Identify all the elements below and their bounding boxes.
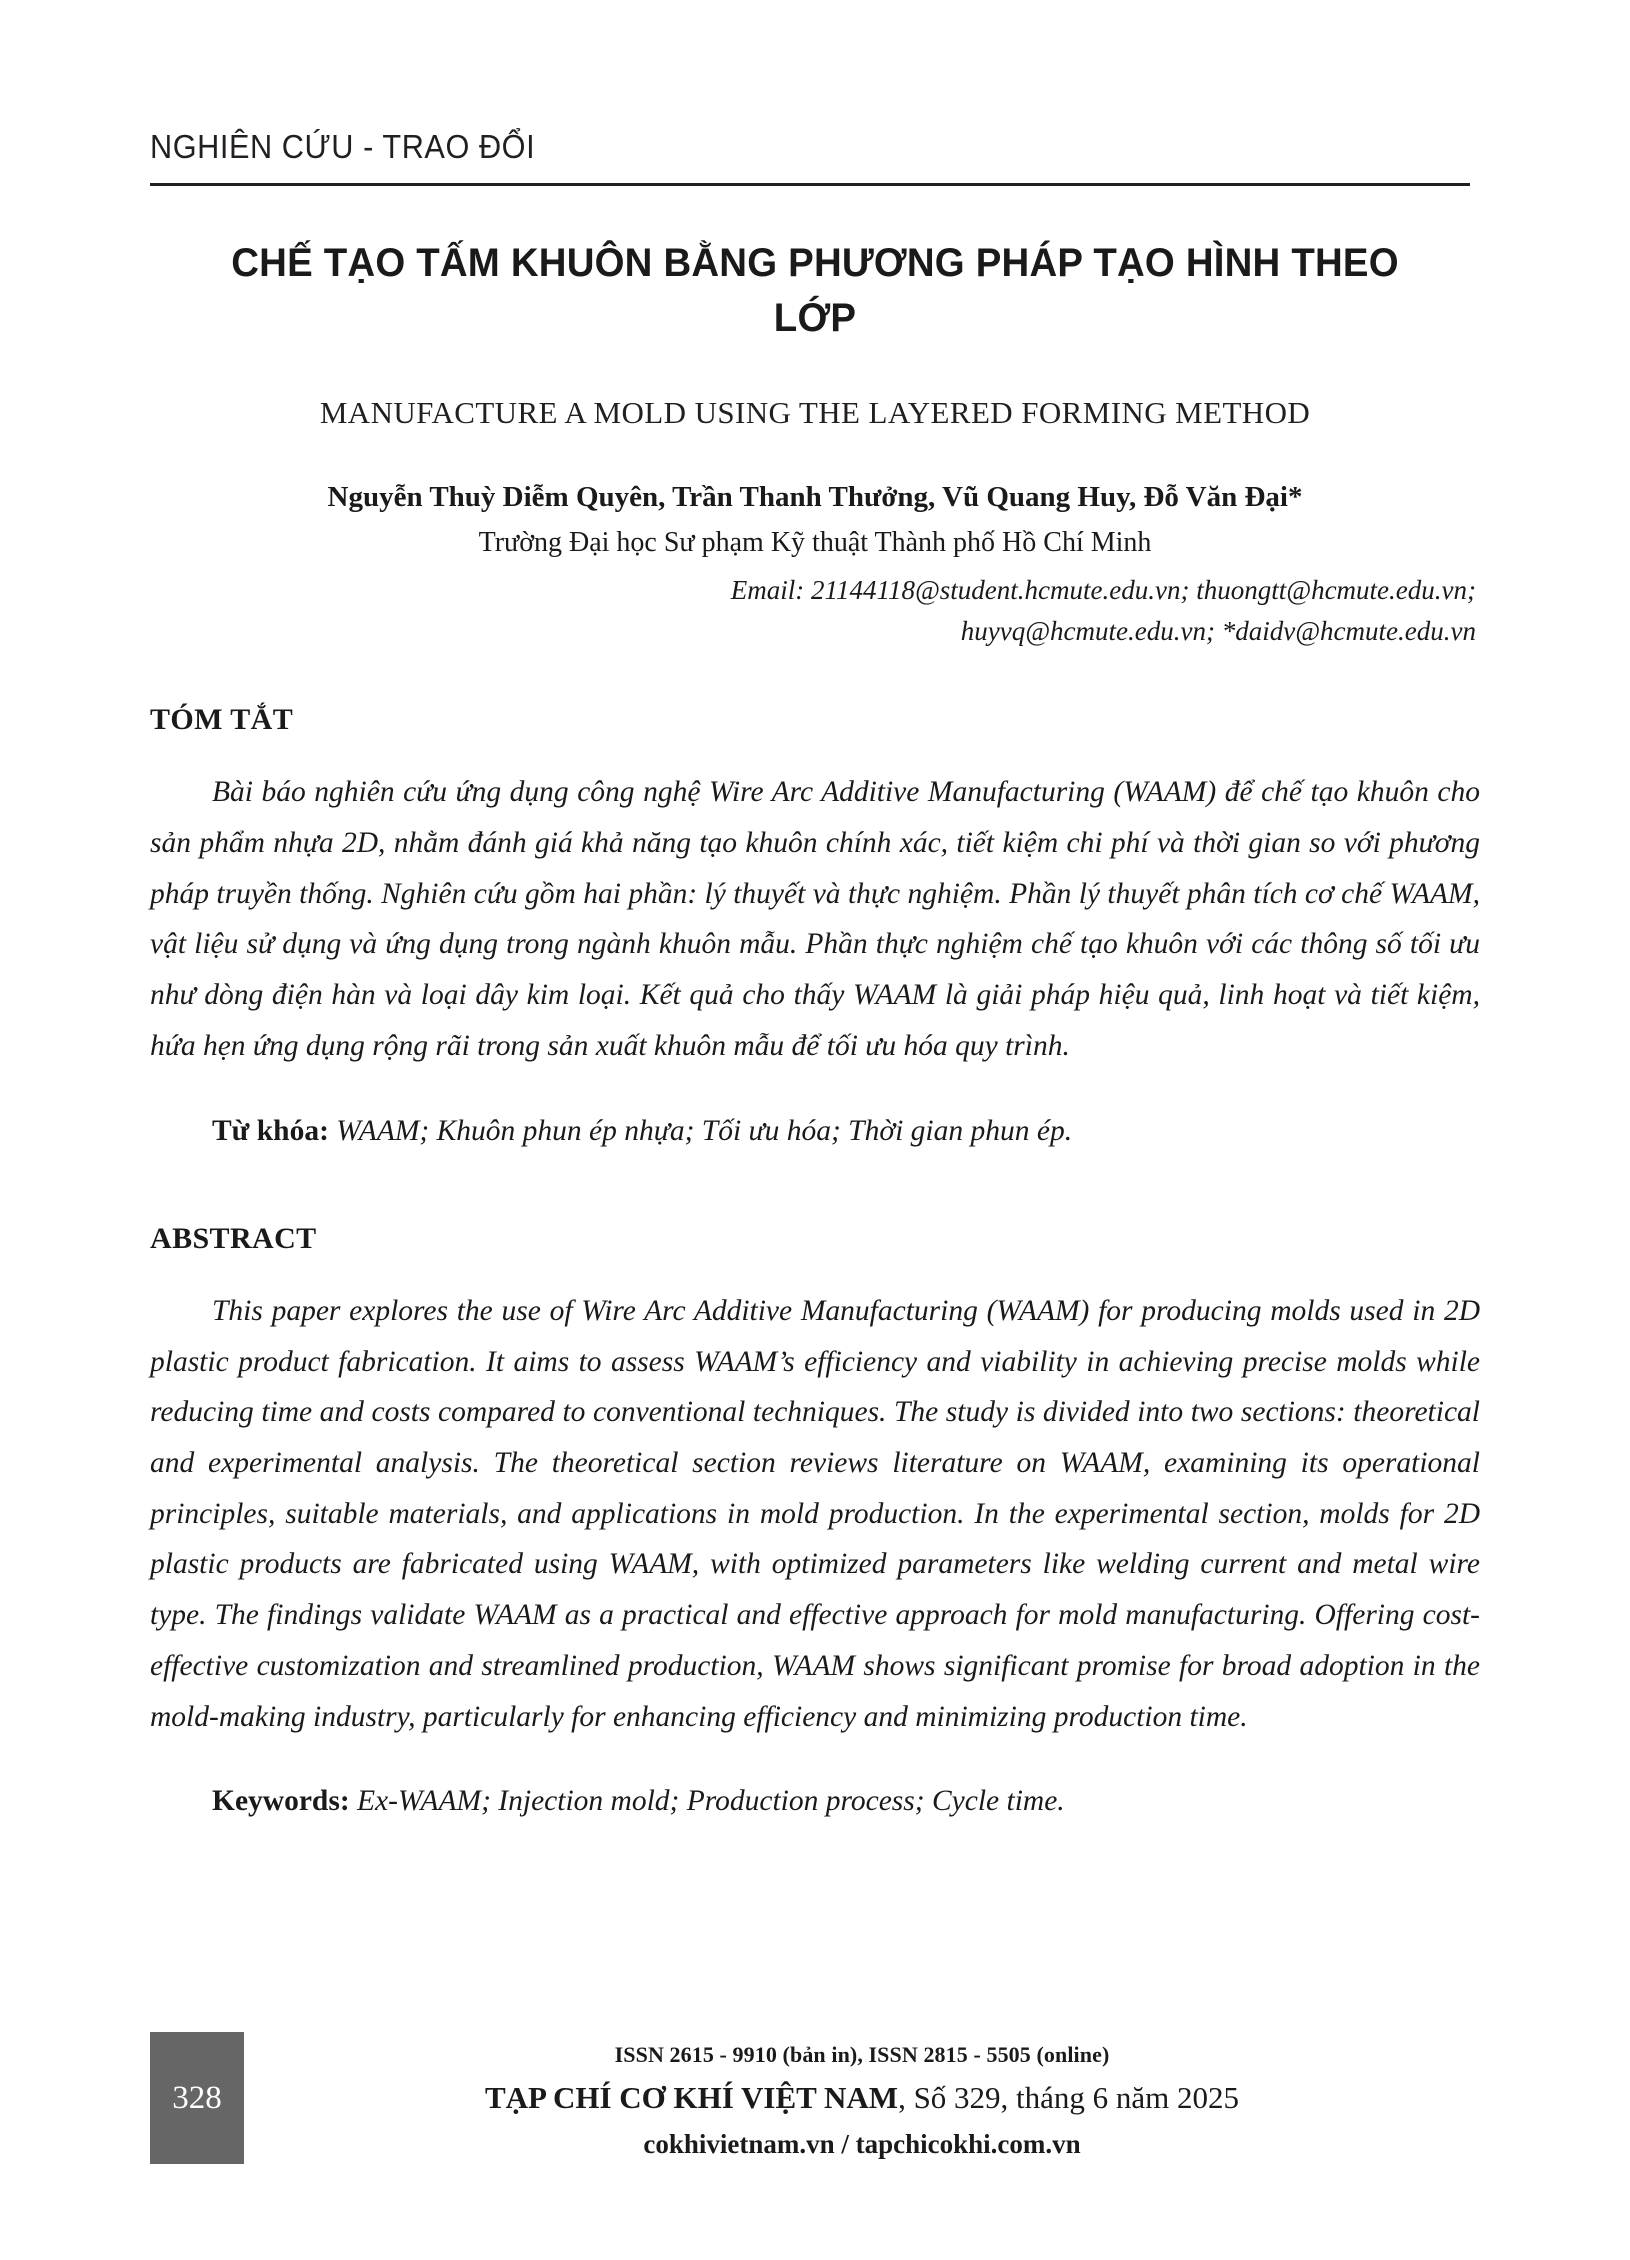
section-heading-tomtat: TÓM TẮT [150,703,294,737]
author-names: Nguyễn Thuỳ Diễm Quyên, Trần Thanh Thưởng, Vũ Quang Huy, Đỗ Văn Đại* [327,481,1303,514]
footer-journal-name: TẠP CHÍ CƠ KHÍ VIỆT NAM [484,2080,899,2115]
footer-website: cokhivietnam.vn / tapchicokhi.com.vn [643,2128,1081,2159]
author-email-line-2: huyvq@hcmute.edu.vn; *daidv@hcmute.edu.vn [960,615,1476,646]
page-number-badge: 328 [150,2032,244,2164]
abstract-english-body: This paper explores the use of Wire Arc Additive Manufacturing (WAAM) for producing molds used in 2D plastic product fabrication. It aims to assess WAAM’s efficiency and viability in achieving precise molds while reducing time and costs compared to conventional techniques. The study is divided into two sections: theoretical and experimental analysis. The theoretical section reviews literature on WAAM, examining its operational principles, suitable materials, and applications in mold production. In the experimental section, molds for 2D plastic products are fabricated using WAAM, with optimized parameters like welding current and metal wire type. The findings validate WAAM as a practical and effective approach for mold manufacturing. Offering cost-effective customization and streamlined production, WAAM shows significant promise for broad adoption in the mold-making industry, particularly for enhancing efficiency and minimizing production time. [150,1294,1480,1733]
keywords-english [150,1776,1480,1826]
keywords-english-label: Keywords: [212,1785,350,1818]
title-block [150,236,1480,434]
author-email-line-1: Email: 21144118@student.hcmute.edu.vn; thuongtt@hcmute.edu.vn; [730,575,1476,606]
section-heading-abstract: ABSTRACT [150,1221,317,1255]
footer-issn: ISSN 2615 - 9910 (bản in), ISSN 2815 - 5505 (online) [614,2042,1110,2067]
keywords-english-value: Ex-WAAM; Injection mold; Production process; Cycle time. [357,1785,1065,1818]
running-head-text: NGHIÊN CỨU - TRAO ĐỔI [150,128,536,165]
footer-journal-line [244,2075,1480,2122]
page-title-vietnamese: CHẾ TẠO TẤM KHUÔN BẰNG PHƯƠNG PHÁP TẠO HÌNH THEO LỚP [231,241,1399,341]
author-affiliation: Trường Đại học Sư phạm Kỹ thuật Thành phố Hồ Chí Minh [478,527,1152,559]
abstract-vietnamese-body: Bài báo nghiên cứu ứng dụng công nghệ Wire Arc Additive Manufacturing (WAAM) để chế tạo khuôn cho sản phẩm nhựa 2D, nhằm đánh giá khả năng tạo khuôn chính xác, tiết kiệm chi phí và thời gian so với phương pháp truyền thống. Nghiên cứu gồm hai phần: lý thuyết và thực nghiệm. Phần lý thuyết phân tích cơ chế WAAM, vật liệu sử dụng và ứng dụng trong ngành khuôn mẫu. Phần thực nghiệm chế tạo khuôn với các thông số tối ưu như dòng điện hàn và loại dây kim loại. Kết quả cho thấy WAAM là giải pháp hiệu quả, linh hoạt và tiết kiệm, hứa hẹn ứng dụng rộng rãi trong sản xuất khuôn mẫu để tối ưu hóa quy trình. [150,776,1480,1062]
footer-text-block [244,2032,1480,2164]
page-title-english: MANUFACTURE A MOLD USING THE LAYERED FORMING METHOD [319,395,1311,431]
page-footer [150,2032,1480,2164]
authors-block [150,476,1480,651]
header-divider [150,183,1470,186]
keywords-vietnamese [150,1106,1480,1156]
keywords-vietnamese-label: Từ khóa: [212,1114,329,1147]
footer-journal-issue: , Số 329, tháng 6 năm 2025 [898,2080,1240,2115]
keywords-vietnamese-value: WAAM; Khuôn phun ép nhựa; Tối ưu hóa; Thời gian phun ép. [336,1114,1073,1147]
running-head [150,0,1480,186]
author-emails [150,570,1480,651]
